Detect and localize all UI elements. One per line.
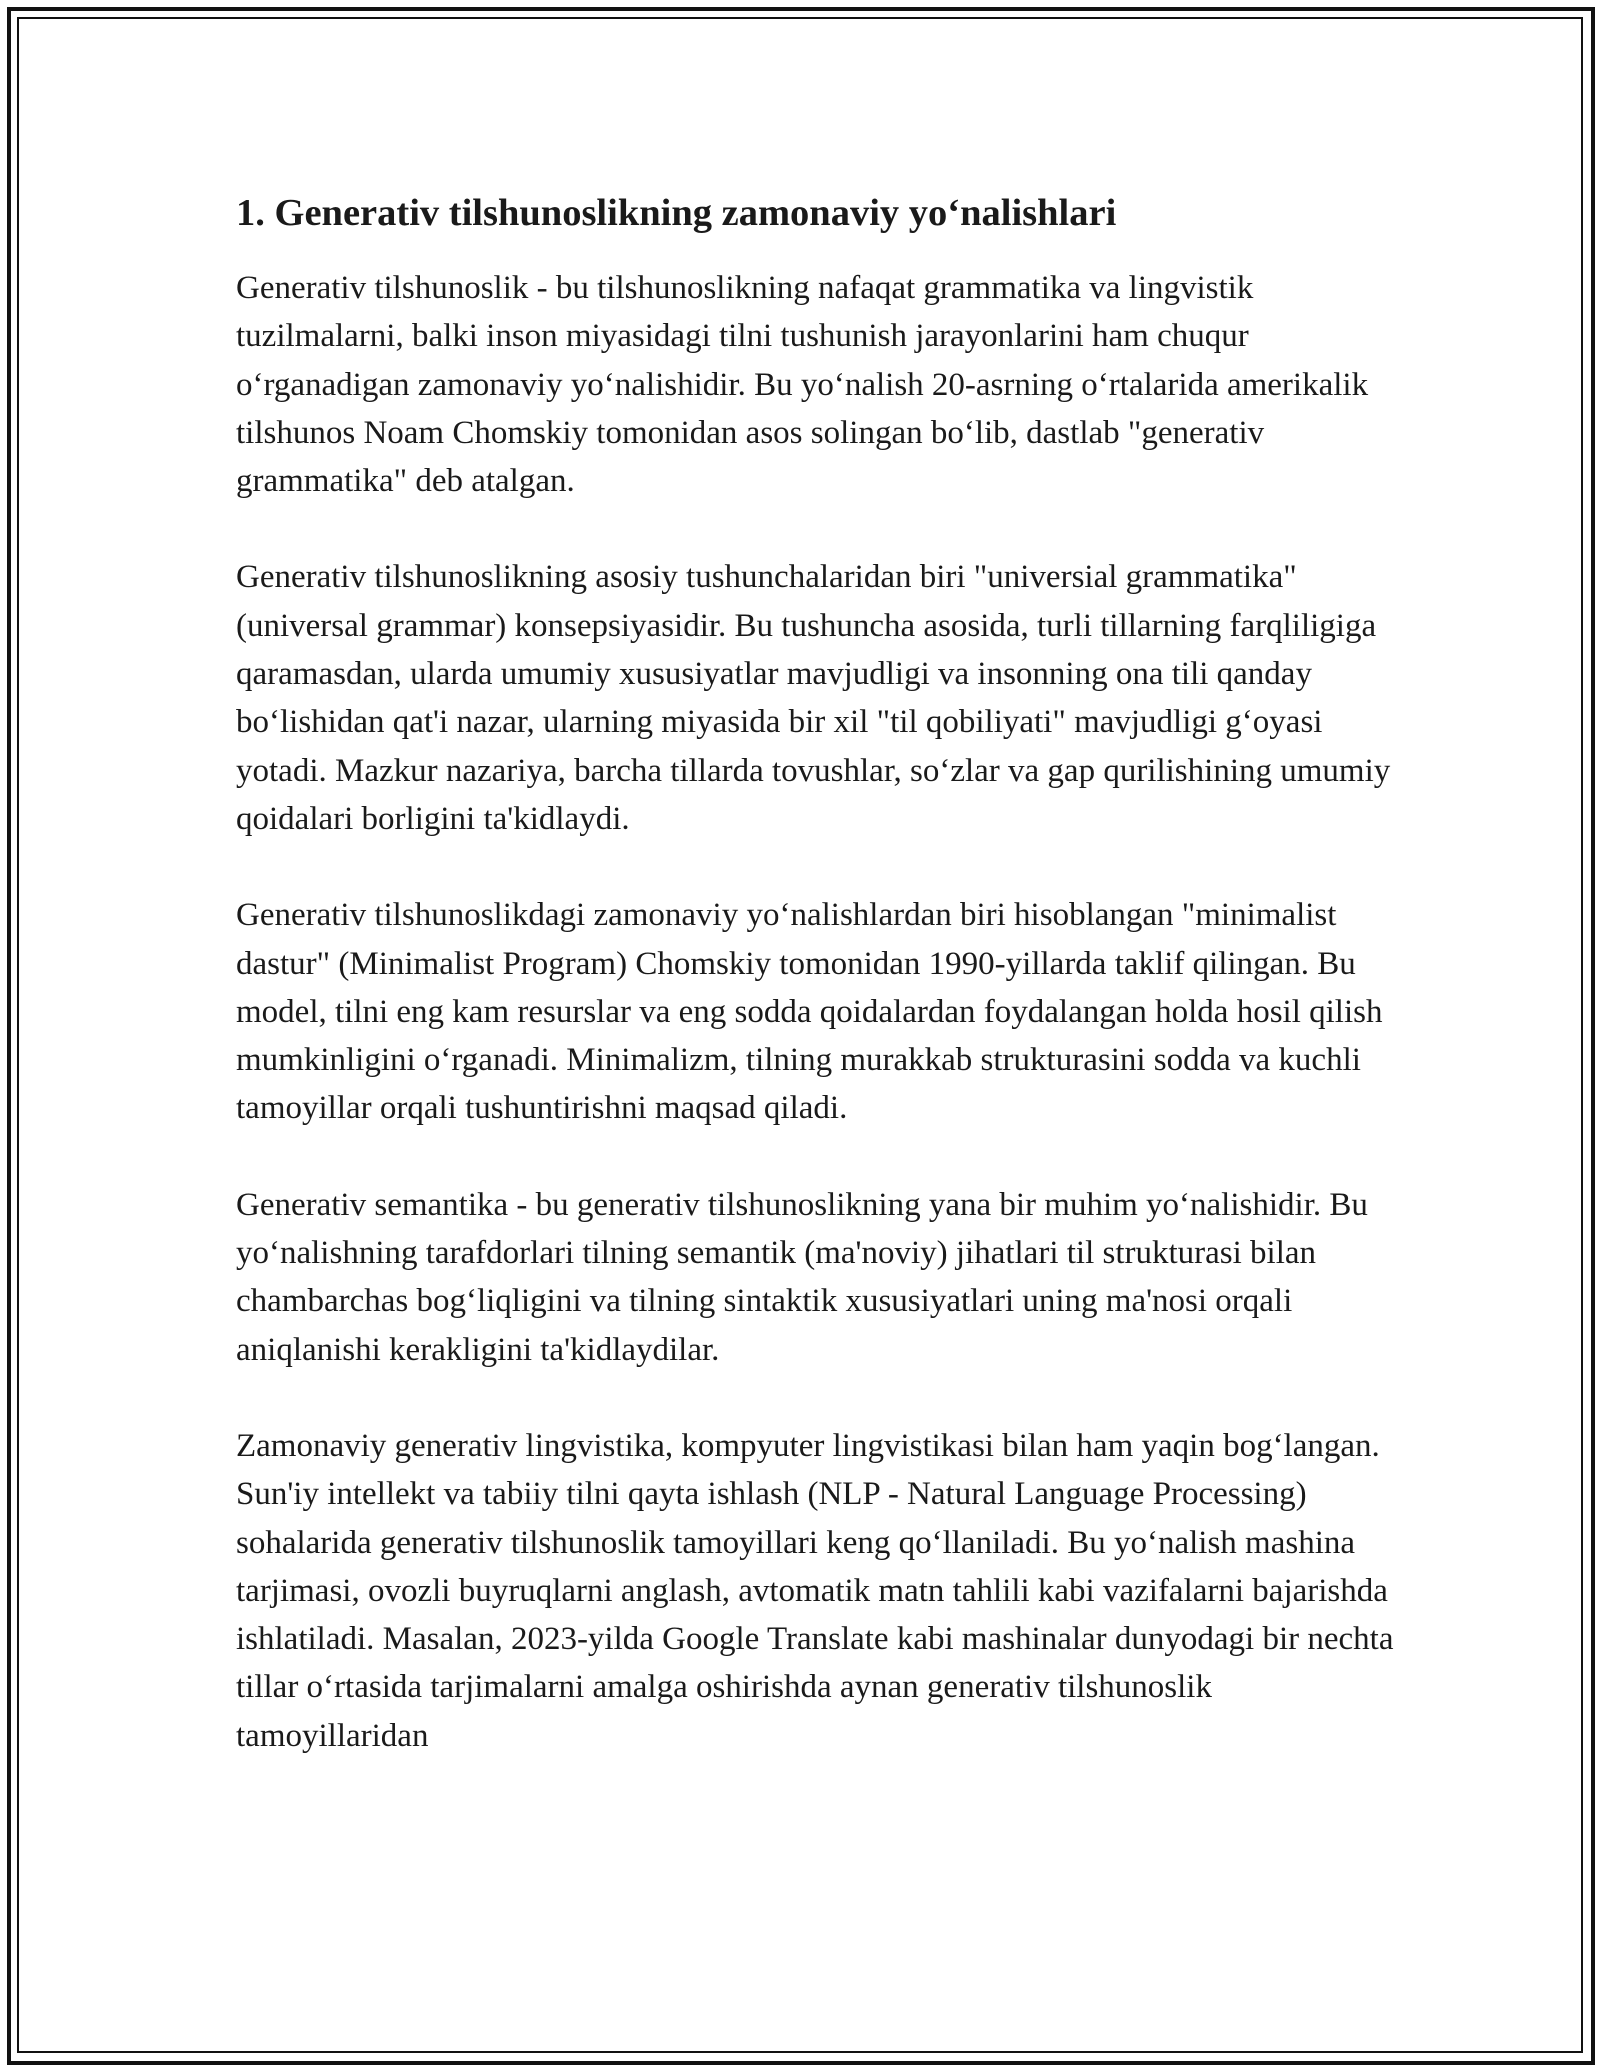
paragraph-intro: Generativ tilshunoslik - bu tilshunoslikning nafaqat grammatika va lingvistik tuzilmalarni, balki inson miyasidagi tilni tushunish jarayonlarini ham chuqur o‘rganadigan zamonaviy yo‘nalishidir. Bu yo‘nalish 20-asrning o‘rtalarida amerikalik tilshunos Noam Chomskiy tomonidan asos solingan bo‘lib, dastlab "generativ grammatika" deb atalgan.: [236, 270, 1369, 500]
document-page: [236, 188, 1406, 1808]
paragraph-generative-semantics: Generativ semantika - bu generativ tilshunoslikning yana bir muhim yo‘nalishidir. Bu yo‘nalishning tarafdorlari tilning semantik (ma'noviy) jihatlari til strukturasi bilan chambarchas bog‘liqligini va tilning sintaktik xususiyatlari uning ma'nosi orqali aniqlanishi kerakligini ta'kidlaydilar.: [236, 1186, 1368, 1368]
paragraph-universal-grammar: Generativ tilshunoslikning asosiy tushunchalaridan biri "universial grammatika" (universal grammar) konsepsiyasidir. Bu tushuncha asosida, turli tillarning farqliligiga qaramasdan, ularda umumiy xususiyatlar mavjudligi va insonning ona tili qanday bo‘lishidan qat'i nazar, ularning miyasida bir xil "til qobiliyati" mavjudligi g‘oyasi yotadi. Mazkur nazariya, barcha tillarda tovushlar, so‘zlar va gap qurilishining umumiy qoidalari borligini ta'kidlaydi.: [236, 559, 1391, 837]
section-heading: 1. Generativ tilshunoslikning zamonaviy yo‘nalishlari: [236, 192, 1117, 234]
paragraph-computational-linguistics: Zamonaviy generativ lingvistika, kompyuter lingvistikasi bilan ham yaqin bog‘langan. Sun'iy intellekt va tabiiy tilni qayta ishlash (NLP - Natural Language Processing) sohalarida generativ tilshunoslik tamoyillari keng qo‘llaniladi. Bu yo‘nalish mashina tarjimasi, ovozli buyruqlarni anglash, avtomatik matn tahlili kabi vazifalarni bajarishda ishlatiladi. Masalan, 2023-yilda Google Translate kabi mashinalar dunyodagi bir nechta tillar o‘rtasida tarjimalarni amalga oshirishda aynan generativ tilshunoslik tamoyillaridan: [236, 1427, 1394, 1754]
paragraph-minimalist-program: Generativ tilshunoslikdagi zamonaviy yo‘nalishlardan biri hisoblangan "minimalist dastur" (Minimalist Program) Chomskiy tomonidan 1990-yillarda taklif qilingan. Bu model, tilni eng kam resurslar va eng sodda qoidalardan foydalangan holda hosil qilish mumkinligini o‘rganadi. Minimalizm, tilning murakkab strukturasini sodda va kuchli tamoyillar orqali tushuntirishni maqsad qiladi.: [236, 897, 1383, 1127]
